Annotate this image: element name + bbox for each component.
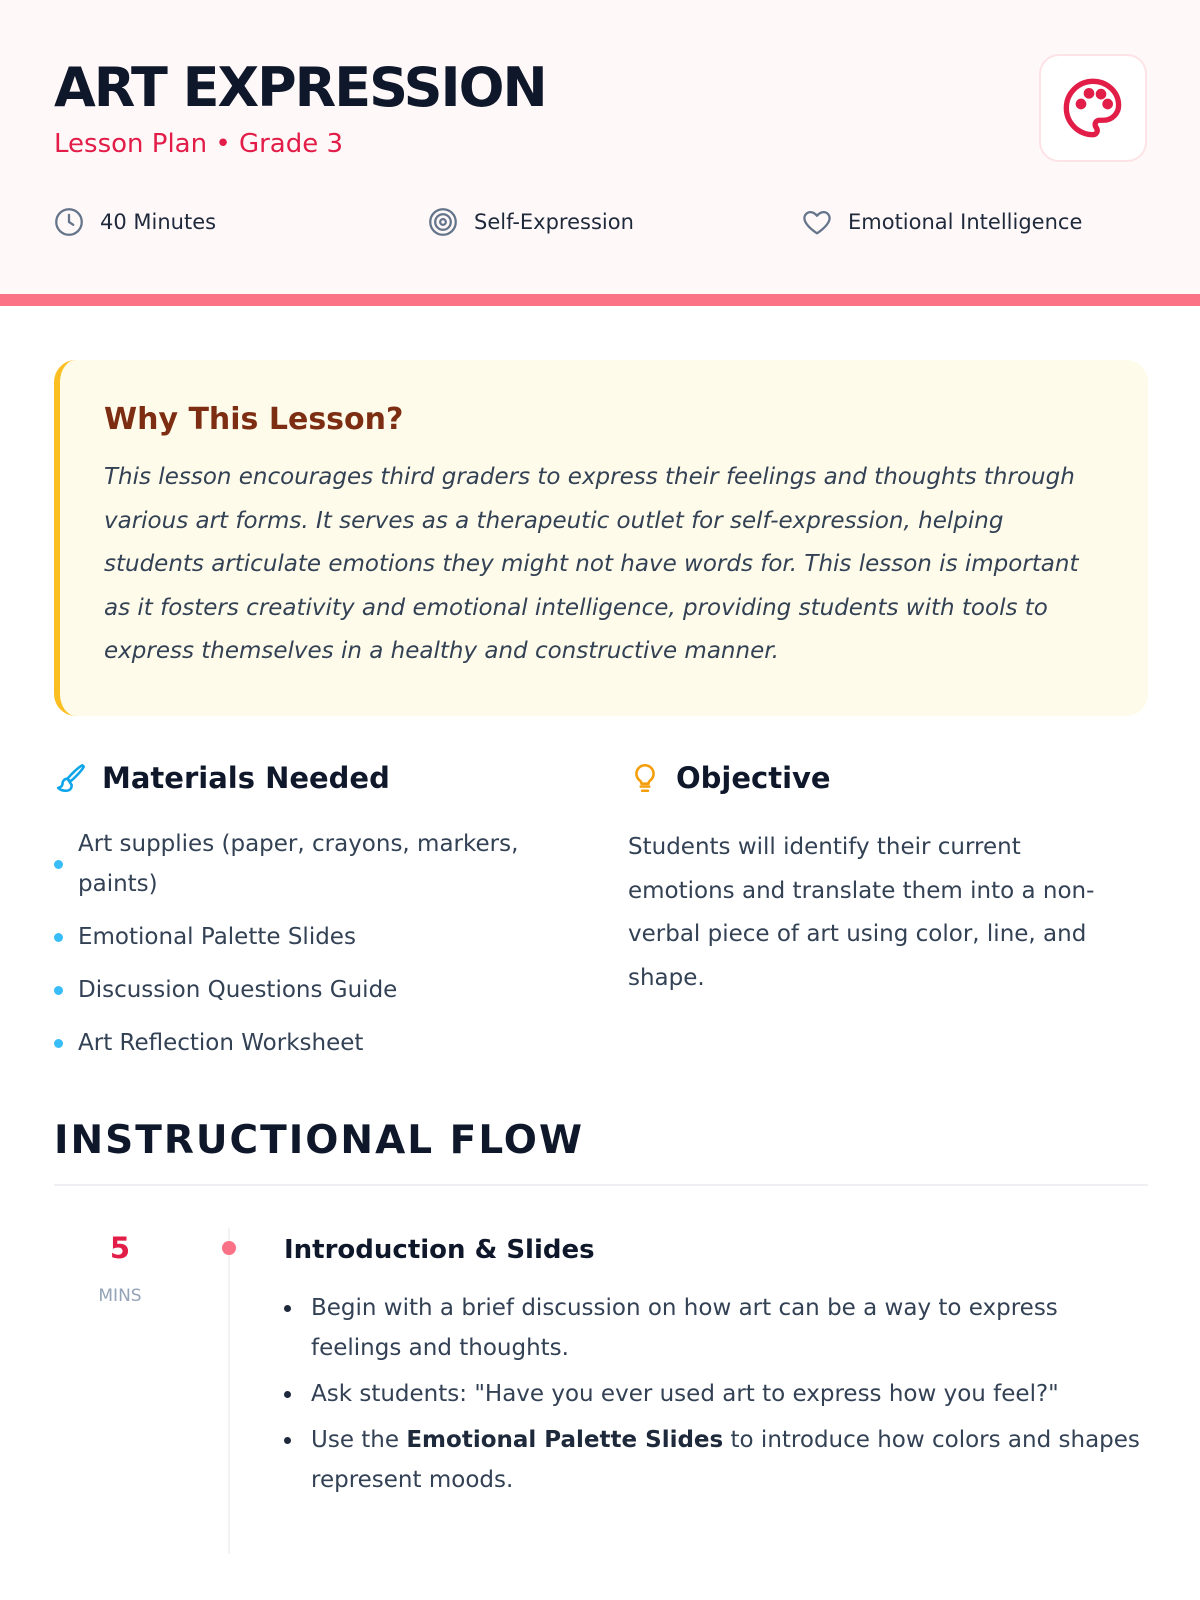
lightbulb-icon bbox=[628, 761, 662, 795]
why-lesson-card bbox=[54, 360, 1148, 716]
meta-skill-label: Emotional Intelligence bbox=[848, 210, 1083, 234]
materials-heading bbox=[54, 758, 390, 798]
page-title: ART EXPRESSION bbox=[54, 56, 546, 119]
materials-title: Materials Needed bbox=[102, 761, 390, 795]
palette-logo bbox=[1039, 54, 1147, 162]
objective-text: Students will identify their current emotions and translate them into a non-verbal piece of art using color, line, and shape. bbox=[628, 834, 1095, 991]
material-label: Art Reflection Worksheet bbox=[78, 1030, 364, 1056]
step-title: Introduction & Slides bbox=[284, 1235, 595, 1265]
why-lesson-title: Why This Lesson? bbox=[104, 402, 404, 437]
timeline-dot bbox=[222, 1241, 236, 1255]
palette-icon bbox=[1061, 76, 1125, 140]
list-item bbox=[284, 1374, 1154, 1414]
material-label: Discussion Questions Guide bbox=[78, 977, 398, 1003]
timeline-line bbox=[228, 1228, 230, 1554]
divider bbox=[54, 1184, 1148, 1186]
heart-icon bbox=[800, 205, 834, 239]
list-item bbox=[284, 1420, 1154, 1500]
meta-duration bbox=[52, 204, 216, 240]
page-subtitle: Lesson Plan • Grade 3 bbox=[54, 129, 344, 159]
step-bullet-emphasis: Emotional Palette Slides bbox=[406, 1427, 724, 1453]
step-bullet-list bbox=[284, 1288, 1154, 1506]
meta-focus bbox=[426, 204, 634, 240]
list-item bbox=[284, 1288, 1154, 1368]
clock-icon bbox=[52, 205, 86, 239]
step-bullet-text: Ask students: "Have you ever used art to express how you feel?" bbox=[311, 1381, 1059, 1407]
list-item bbox=[54, 1023, 574, 1063]
header-accent-bar bbox=[0, 294, 1200, 306]
material-label: Emotional Palette Slides bbox=[78, 924, 356, 950]
step-duration-unit: MINS bbox=[98, 1286, 142, 1306]
meta-skill bbox=[800, 204, 1082, 240]
list-item bbox=[54, 917, 574, 957]
target-icon bbox=[426, 205, 460, 239]
step-bullet-text: Use the bbox=[311, 1427, 407, 1453]
materials-list bbox=[54, 824, 574, 1076]
step-duration: 5 bbox=[109, 1231, 131, 1265]
why-lesson-text: This lesson encourages third graders to express their feelings and thoughts through various art forms. It serves as a therapeutic outlet for self-expression, helping students articulate emotions they might not have words for. This lesson is important as it fosters creativity and emotional intelligence, providing students with tools to express themselves in a healthy and constructive manner. bbox=[104, 464, 1079, 664]
meta-duration-label: 40 Minutes bbox=[100, 210, 217, 234]
list-item bbox=[54, 970, 574, 1010]
step-bullet-text: Begin with a brief discussion on how art can be a way to express feelings and thoughts. bbox=[311, 1295, 1058, 1361]
objective-heading bbox=[628, 758, 831, 798]
material-label: Art supplies (paper, crayons, markers, paints) bbox=[78, 831, 519, 897]
list-item bbox=[54, 824, 574, 904]
paintbrush-icon bbox=[54, 761, 88, 795]
meta-focus-label: Self-Expression bbox=[474, 210, 634, 234]
step-bullet-text: to introduce how colors and shapes represent moods. bbox=[311, 1427, 1140, 1493]
flow-heading: INSTRUCTIONAL FLOW bbox=[54, 1118, 584, 1163]
objective-title: Objective bbox=[676, 761, 831, 795]
